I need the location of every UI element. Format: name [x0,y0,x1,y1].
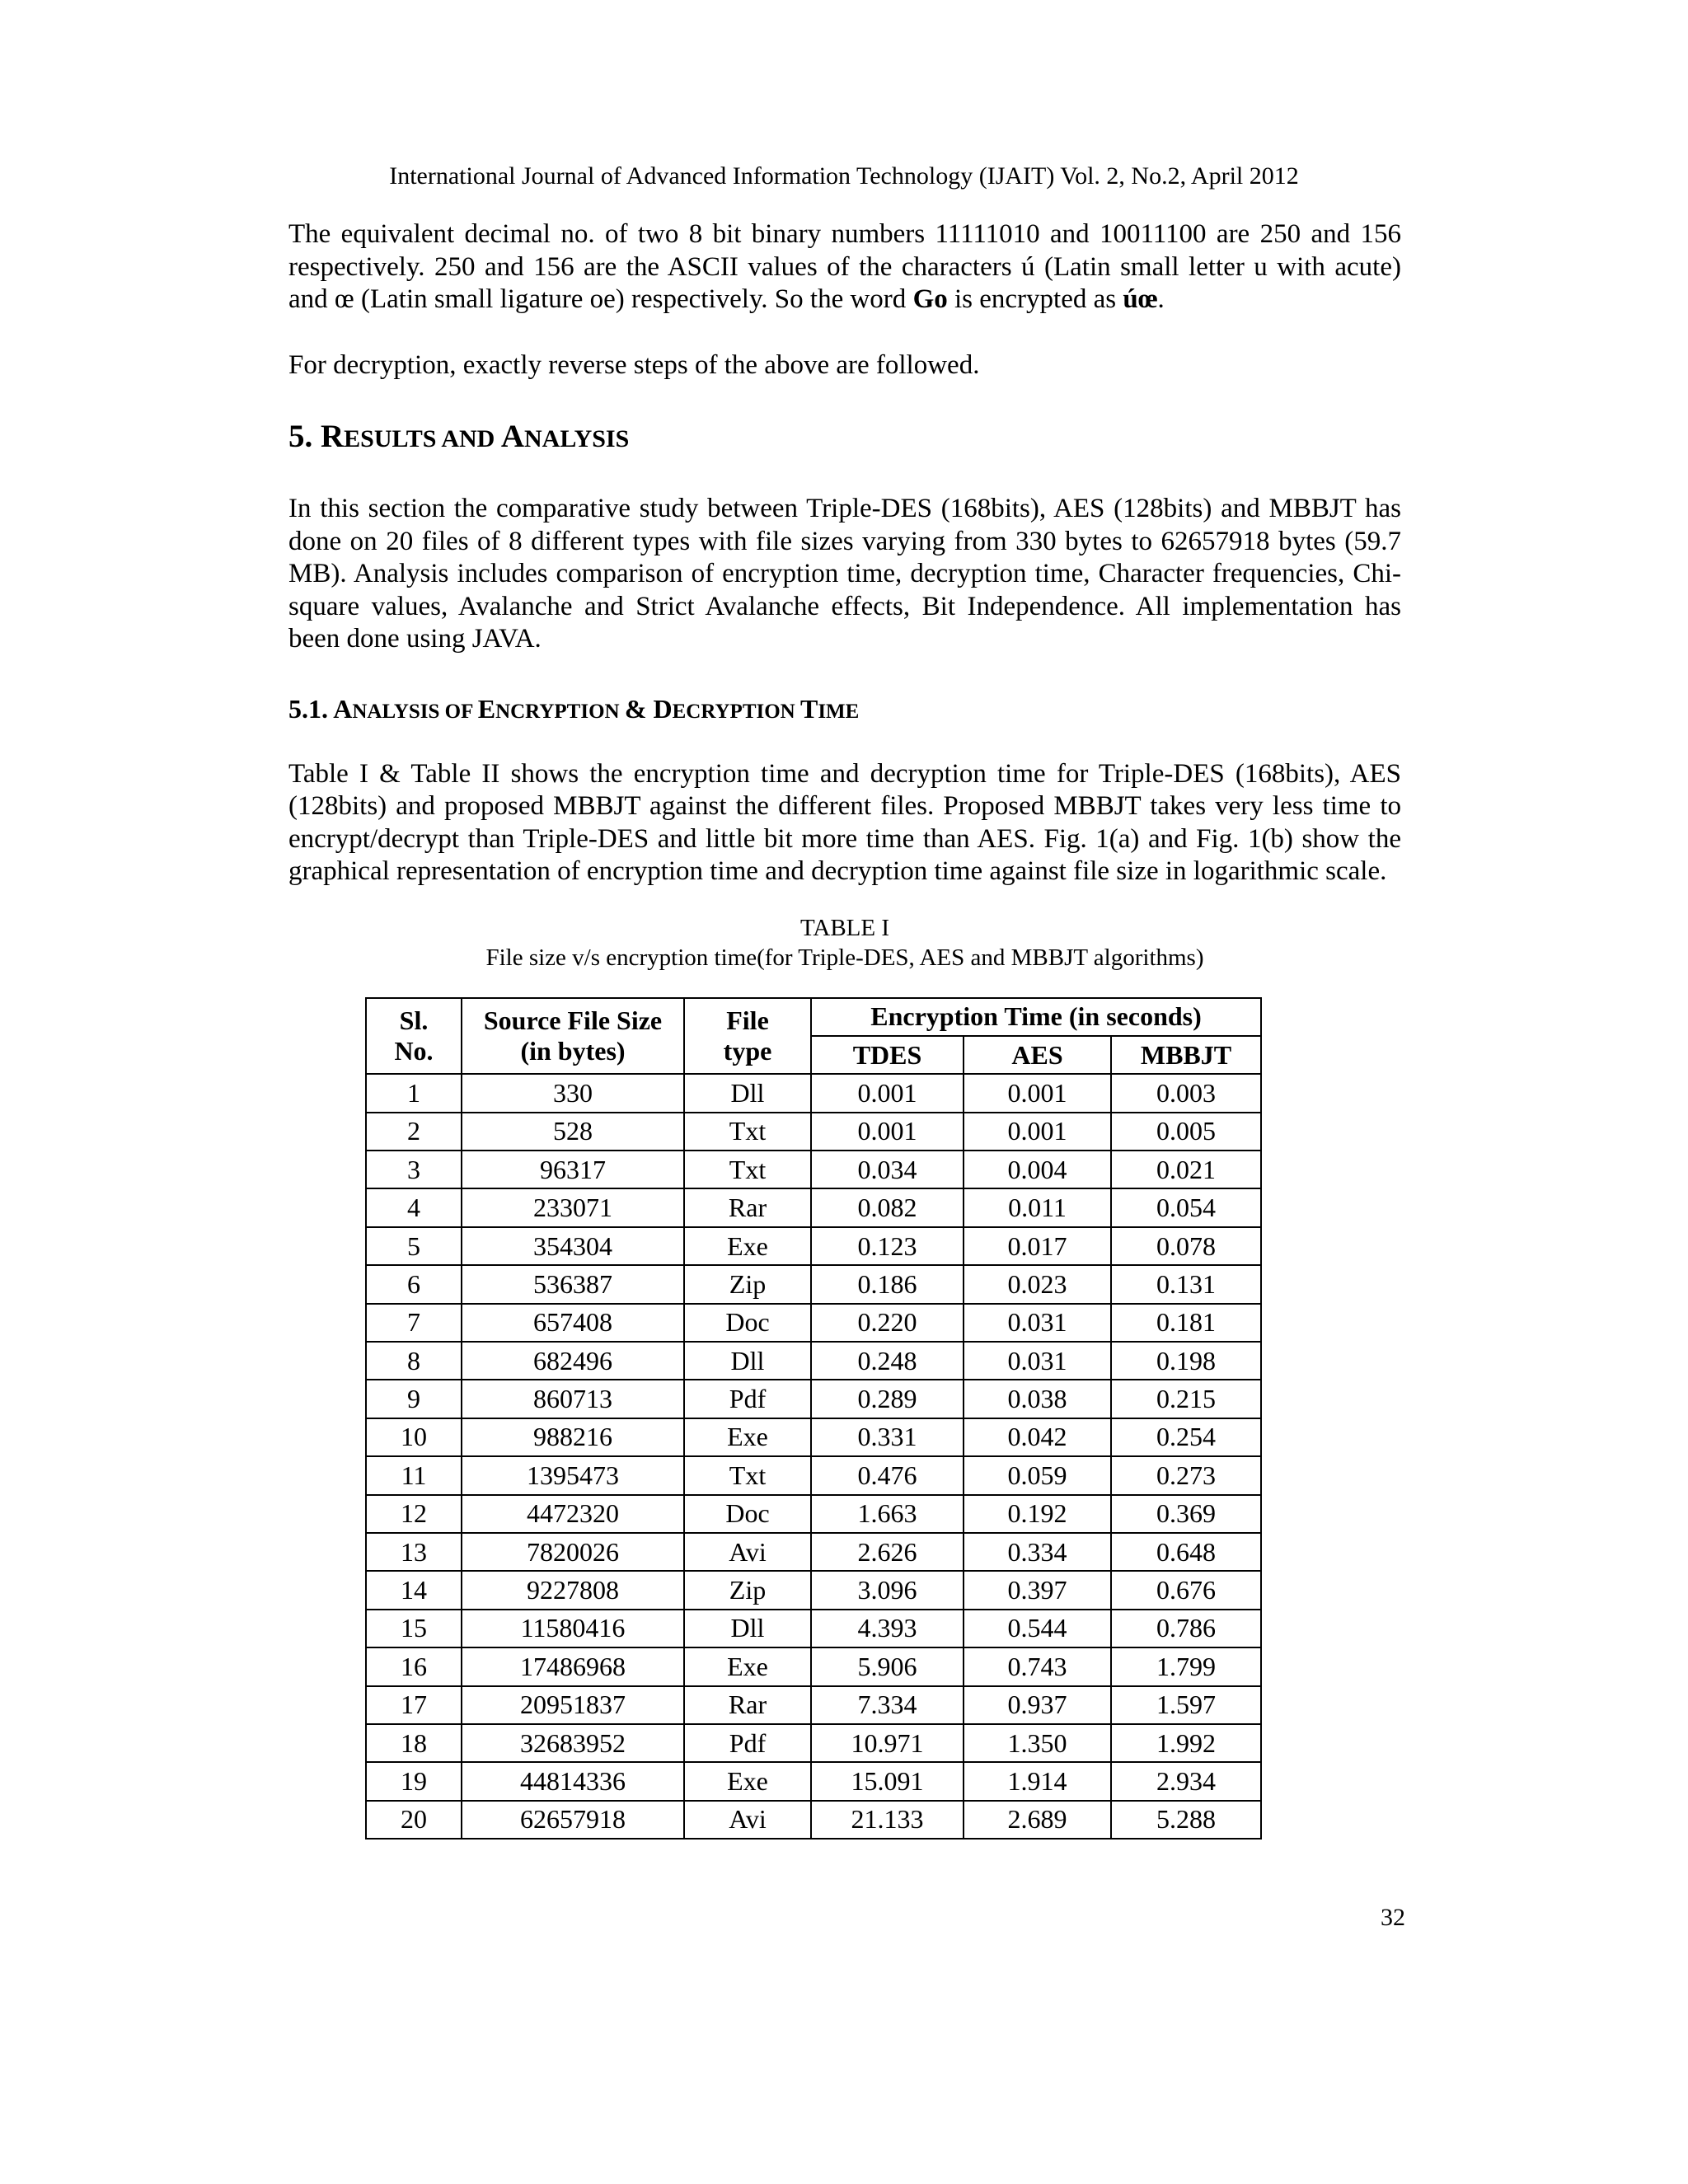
table-caption: File size v/s encryption time(for Triple-DES, AES and MBBJT algorithms) [485,944,1204,971]
heading-capital: A [333,693,353,724]
table-row [366,1304,1261,1342]
cell-tdes-time: 0.476 [811,1456,964,1494]
section-heading-results [288,418,1401,458]
cell-file-type: Txt [684,1456,811,1494]
table-row [366,1647,1261,1685]
heading-ampersand: & [624,693,654,724]
cell-file-type: Rar [684,1686,811,1724]
table-row [366,1342,1261,1380]
cell-tdes-time: 10.971 [811,1724,964,1762]
table-row [366,1610,1261,1647]
cell-mbbjt-time: 0.254 [1111,1418,1261,1456]
cell-aes-time: 0.743 [964,1647,1111,1685]
cell-mbbjt-time: 1.799 [1111,1647,1261,1685]
cell-aes-time: 0.017 [964,1227,1111,1265]
cell-tdes-time: 5.906 [811,1647,964,1685]
cell-aes-time: 0.001 [964,1074,1111,1112]
cell-aes-time: 0.011 [964,1188,1111,1226]
table-row [366,1495,1261,1533]
cell-file-type: Dll [684,1342,811,1380]
heading-smallcaps: NALYSIS OF [352,700,478,723]
cell-aes-time: 0.031 [964,1304,1111,1342]
cell-aes-time: 0.334 [964,1533,1111,1571]
cell-aes-time: 1.914 [964,1762,1111,1800]
cell-aes-time: 0.937 [964,1686,1111,1724]
cell-mbbjt-time: 0.273 [1111,1456,1261,1494]
cell-aes-time: 0.397 [964,1571,1111,1609]
cell-file-type: Zip [684,1571,811,1609]
cell-tdes-time: 4.393 [811,1610,964,1647]
cell-tdes-time: 15.091 [811,1762,964,1800]
cell-sl-no: 15 [366,1610,462,1647]
table-row [366,1571,1261,1609]
table-row [366,1151,1261,1188]
table-row [366,1074,1261,1112]
paragraph-text: is encrypted as [947,284,1123,314]
cell-file-type: Doc [684,1304,811,1342]
cell-aes-time: 2.689 [964,1801,1111,1839]
table-label: TABLE I [799,914,889,941]
cell-mbbjt-time: 0.786 [1111,1610,1261,1647]
cell-aes-time: 0.192 [964,1495,1111,1533]
cell-file-size: 354304 [462,1227,684,1265]
table-row [366,1418,1261,1456]
cell-mbbjt-time: 0.005 [1111,1113,1261,1151]
cell-file-size: 11580416 [462,1610,684,1647]
cell-tdes-time: 3.096 [811,1571,964,1609]
table-row [366,1762,1261,1800]
cell-file-type: Doc [684,1495,811,1533]
heading-smallcaps: NCRYPTION [495,700,625,723]
cell-file-type: Pdf [684,1724,811,1762]
table-row [366,1113,1261,1151]
section-number: 5. [288,419,321,454]
heading-smallcaps: ESULTS AND [344,425,501,452]
cell-file-type: Txt [684,1151,811,1188]
cell-file-type: Dll [684,1074,811,1112]
cell-mbbjt-time: 0.131 [1111,1265,1261,1303]
table-row [366,1686,1261,1724]
header-tdes: TDES [811,1036,964,1074]
table-header-row [366,998,1261,1036]
paragraph-table-description: Table I & Table II shows the encryption time and decryption time for Triple-DES (168bits), AES (128bits) and proposed MBBJT against the different files. Proposed MBBJT takes very less time to encrypt/decrypt than Triple-DES and little bit more time than AES. Fig. 1(a) and Fig. 1(b) show the graphical representation of encryption time and decryption time against file size in logarithmic scale. [288,758,1401,886]
section-number: 5.1. [288,693,334,724]
cell-file-size: 9227808 [462,1571,684,1609]
cell-file-size: 528 [462,1113,684,1151]
cell-mbbjt-time: 1.597 [1111,1686,1261,1724]
paragraph-comparative-study: In this section the comparative study between Triple-DES (168bits), AES (128bits) and MBBJT has done on 20 files of 8 different types with file sizes varying from 330 bytes to 62657918 bytes (59.7 MB). Analysis includes comparison of encryption time, decryption time, Character frequencies, Chi-square values, Avalanche and Strict Avalanche effects, Bit Independence. All implementation has been done using JAVA. [288,494,1401,654]
cell-mbbjt-time: 2.934 [1111,1762,1261,1800]
cell-tdes-time: 0.248 [811,1342,964,1380]
paragraph-text: The equivalent decimal no. of two 8 bit binary numbers 11111010 and 10011100 are 250 and 156 respectively. 250 and 156 are the ASCII values of the characters ú (Latin small letter u with acute) and œ (Latin small ligature oe) respectively. So the word [288,219,1401,314]
cell-sl-no: 17 [366,1686,462,1724]
journal-header: International Journal of Advanced Information Technology (IJAIT) Vol. 2, No.2, April 2012 [389,162,1299,190]
cell-tdes-time: 0.001 [811,1074,964,1112]
cell-sl-no: 16 [366,1647,462,1685]
cell-mbbjt-time: 0.369 [1111,1495,1261,1533]
cell-sl-no: 10 [366,1418,462,1456]
header-sl-no: Sl. No. [366,998,462,1075]
cell-file-type: Zip [684,1265,811,1303]
paragraph-text: . [1157,284,1165,314]
cell-mbbjt-time: 5.288 [1111,1801,1261,1839]
cell-file-type: Avi [684,1533,811,1571]
paragraph-decryption: For decryption, exactly reverse steps of the above are followed. [288,349,980,380]
table-row [366,1265,1261,1303]
cell-file-size: 860713 [462,1380,684,1418]
cell-mbbjt-time: 0.215 [1111,1380,1261,1418]
encryption-time-table [365,997,1262,1840]
cell-file-size: 20951837 [462,1686,684,1724]
cell-file-type: Pdf [684,1380,811,1418]
table-row [366,1533,1261,1571]
cell-mbbjt-time: 0.078 [1111,1227,1261,1265]
cell-tdes-time: 2.626 [811,1533,964,1571]
table-row [366,1380,1261,1418]
cell-mbbjt-time: 0.676 [1111,1571,1261,1609]
cell-sl-no: 4 [366,1188,462,1226]
cell-mbbjt-time: 0.198 [1111,1342,1261,1380]
cell-sl-no: 6 [366,1265,462,1303]
cell-tdes-time: 0.123 [811,1227,964,1265]
cell-tdes-time: 0.220 [811,1304,964,1342]
cell-mbbjt-time: 0.054 [1111,1188,1261,1226]
cell-tdes-time: 0.289 [811,1380,964,1418]
cell-tdes-time: 21.133 [811,1801,964,1839]
cell-aes-time: 0.038 [964,1380,1111,1418]
cell-file-type: Exe [684,1227,811,1265]
cell-tdes-time: 7.334 [811,1686,964,1724]
cell-tdes-time: 0.186 [811,1265,964,1303]
cell-mbbjt-time: 0.648 [1111,1533,1261,1571]
header-encryption-time: Encryption Time (in seconds) [811,998,1261,1036]
cell-file-size: 17486968 [462,1647,684,1685]
word-go: Go [912,284,948,314]
header-aes: AES [964,1036,1111,1074]
cell-tdes-time: 0.001 [811,1113,964,1151]
cell-sl-no: 1 [366,1074,462,1112]
cell-sl-no: 11 [366,1456,462,1494]
header-mbbjt: MBBJT [1111,1036,1261,1074]
cell-sl-no: 19 [366,1762,462,1800]
cell-sl-no: 9 [366,1380,462,1418]
table-row [366,1724,1261,1762]
cell-sl-no: 5 [366,1227,462,1265]
cell-file-type: Exe [684,1762,811,1800]
cell-file-size: 682496 [462,1342,684,1380]
heading-smallcaps: NALYSIS [524,425,630,452]
cell-file-size: 32683952 [462,1724,684,1762]
cell-sl-no: 8 [366,1342,462,1380]
cell-mbbjt-time: 0.003 [1111,1074,1261,1112]
cell-aes-time: 0.059 [964,1456,1111,1494]
cell-aes-time: 0.042 [964,1418,1111,1456]
cell-tdes-time: 0.034 [811,1151,964,1188]
cell-tdes-time: 0.082 [811,1188,964,1226]
header-source-file-size: Source File Size (in bytes) [462,998,684,1075]
heading-smallcaps: ECRYPTION [672,700,800,723]
cell-file-type: Avi [684,1801,811,1839]
cell-aes-time: 0.023 [964,1265,1111,1303]
table-container [288,997,1401,1840]
page-content [288,218,1401,1840]
cell-file-size: 44814336 [462,1762,684,1800]
heading-capital: D [653,693,673,724]
table-body [366,1074,1261,1839]
cell-aes-time: 0.031 [964,1342,1111,1380]
encrypted-word: úœ [1123,284,1158,314]
cell-tdes-time: 1.663 [811,1495,964,1533]
cell-aes-time: 1.350 [964,1724,1111,1762]
heading-capital: R [321,419,345,454]
page-number: 32 [1381,1904,1405,1931]
table-row [366,1801,1261,1839]
cell-file-type: Rar [684,1188,811,1226]
cell-aes-time: 0.004 [964,1151,1111,1188]
cell-sl-no: 12 [366,1495,462,1533]
subsection-heading-analysis [288,692,1401,729]
cell-sl-no: 7 [366,1304,462,1342]
cell-mbbjt-time: 0.181 [1111,1304,1261,1342]
heading-capital: E [477,693,496,724]
cell-sl-no: 18 [366,1724,462,1762]
cell-aes-time: 0.544 [964,1610,1111,1647]
heading-capital: A [500,419,524,454]
cell-file-type: Exe [684,1647,811,1685]
cell-file-type: Txt [684,1113,811,1151]
cell-aes-time: 0.001 [964,1113,1111,1151]
cell-file-type: Dll [684,1610,811,1647]
cell-mbbjt-time: 1.992 [1111,1724,1261,1762]
heading-capital: T [799,693,818,724]
cell-mbbjt-time: 0.021 [1111,1151,1261,1188]
cell-file-size: 657408 [462,1304,684,1342]
cell-sl-no: 13 [366,1533,462,1571]
table-row [366,1227,1261,1265]
cell-file-size: 96317 [462,1151,684,1188]
paragraph-encryption-example [288,218,1401,316]
cell-file-size: 233071 [462,1188,684,1226]
cell-tdes-time: 0.331 [811,1418,964,1456]
cell-file-size: 536387 [462,1265,684,1303]
table-row [366,1456,1261,1494]
cell-file-size: 1395473 [462,1456,684,1494]
heading-smallcaps: IME [818,700,860,723]
cell-file-size: 4472320 [462,1495,684,1533]
cell-file-size: 988216 [462,1418,684,1456]
cell-sl-no: 20 [366,1801,462,1839]
table-row [366,1188,1261,1226]
cell-file-size: 7820026 [462,1533,684,1571]
cell-file-type: Exe [684,1418,811,1456]
cell-sl-no: 2 [366,1113,462,1151]
header-file-type: File type [684,998,811,1075]
cell-sl-no: 14 [366,1571,462,1609]
cell-file-size: 62657918 [462,1801,684,1839]
cell-file-size: 330 [462,1074,684,1112]
cell-sl-no: 3 [366,1151,462,1188]
